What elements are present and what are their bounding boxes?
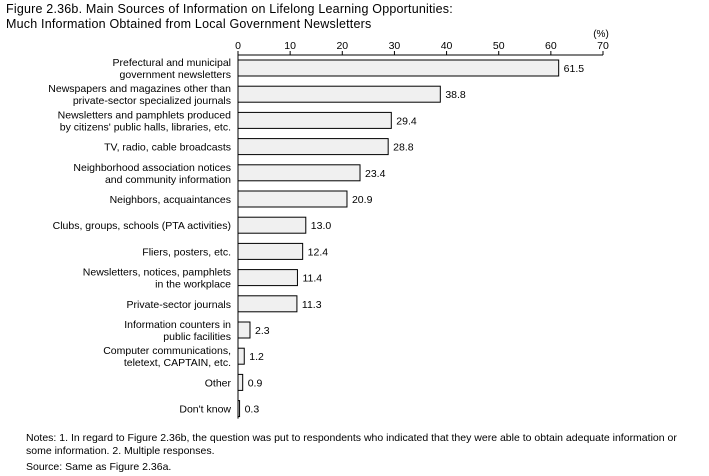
bar — [238, 112, 391, 128]
bar-value-label: 11.3 — [301, 298, 322, 311]
bar-value-label: 12.4 — [307, 246, 329, 259]
bar — [238, 296, 297, 312]
category-label: Clubs, groups, schools (PTA activities) — [52, 220, 231, 233]
category-label: Prefectural and municipal government newsletters — [112, 57, 231, 81]
x-tick-label: 40 — [440, 40, 453, 52]
bar-value-label: 11.4 — [302, 272, 323, 285]
bar — [238, 374, 243, 390]
category-label: Newsletters, notices, pamphlets in the workplace — [82, 266, 231, 291]
bar — [238, 322, 250, 338]
x-tick-label: 10 — [284, 40, 296, 52]
category-label: Neighbors, acquaintances — [109, 194, 231, 206]
x-tick-label: 70 — [597, 40, 609, 52]
chart-notes: Notes: 1. In regard to Figure 2.36b, the question was put to respondents who indicated that they were able to obtain adequate information or some information. 2. Multiple responses. — [26, 432, 677, 457]
bar-value-label: 13.0 — [310, 220, 332, 233]
bar-value-label: 28.8 — [393, 141, 414, 154]
category-label: Computer communications, teletext, CAPTAIN, etc. — [103, 345, 231, 370]
category-label: Private-sector journals — [126, 298, 231, 311]
bar — [238, 348, 244, 364]
x-tick-label: 0 — [235, 40, 241, 52]
bar-value-label: 1.2 — [249, 351, 264, 364]
bar — [238, 86, 440, 102]
chart-title: Figure 2.36b. Main Sources of Information on Lifelong Learning Opportunities: Much Information Obtained from Local Government Newsletters — [6, 2, 453, 31]
category-label: Information counters in public facilities — [124, 319, 231, 343]
category-label: Other — [204, 377, 231, 390]
x-tick-label: 50 — [492, 40, 505, 52]
category-label: Don't know — [179, 403, 231, 416]
bar-value-label: 0.9 — [247, 377, 263, 390]
bar — [238, 401, 240, 417]
bar-value-label: 2.3 — [254, 325, 270, 337]
x-tick-label: 60 — [545, 40, 557, 52]
bar — [238, 165, 360, 181]
x-axis-unit-label: (%) — [593, 29, 609, 40]
category-label: TV, radio, cable broadcasts — [104, 141, 231, 154]
bar-value-label: 20.9 — [351, 194, 373, 206]
bar-value-label: 23.4 — [365, 167, 386, 180]
bar — [238, 243, 303, 259]
chart-source: Source: Same as Figure 2.36a. — [26, 461, 172, 473]
category-label: Fliers, posters, etc. — [142, 246, 231, 259]
bar-value-label: 29.4 — [396, 115, 417, 128]
bar — [238, 270, 297, 286]
bar — [238, 191, 347, 207]
bar — [238, 139, 388, 155]
bar-value-label: 0.3 — [244, 403, 260, 416]
bar-value-label: 61.5 — [563, 63, 585, 75]
category-label: Newspapers and magazines other than private-sector specialized journals — [48, 83, 231, 108]
bar — [238, 60, 559, 76]
category-label: Newsletters and pamphlets produced by citizens' public halls, libraries, etc. — [57, 109, 231, 134]
category-label: Neighborhood association notices and community information — [73, 161, 231, 186]
bar — [238, 217, 306, 233]
x-tick-label: 30 — [388, 40, 401, 52]
x-tick-label: 20 — [336, 40, 349, 52]
bar-value-label: 38.8 — [445, 89, 466, 102]
